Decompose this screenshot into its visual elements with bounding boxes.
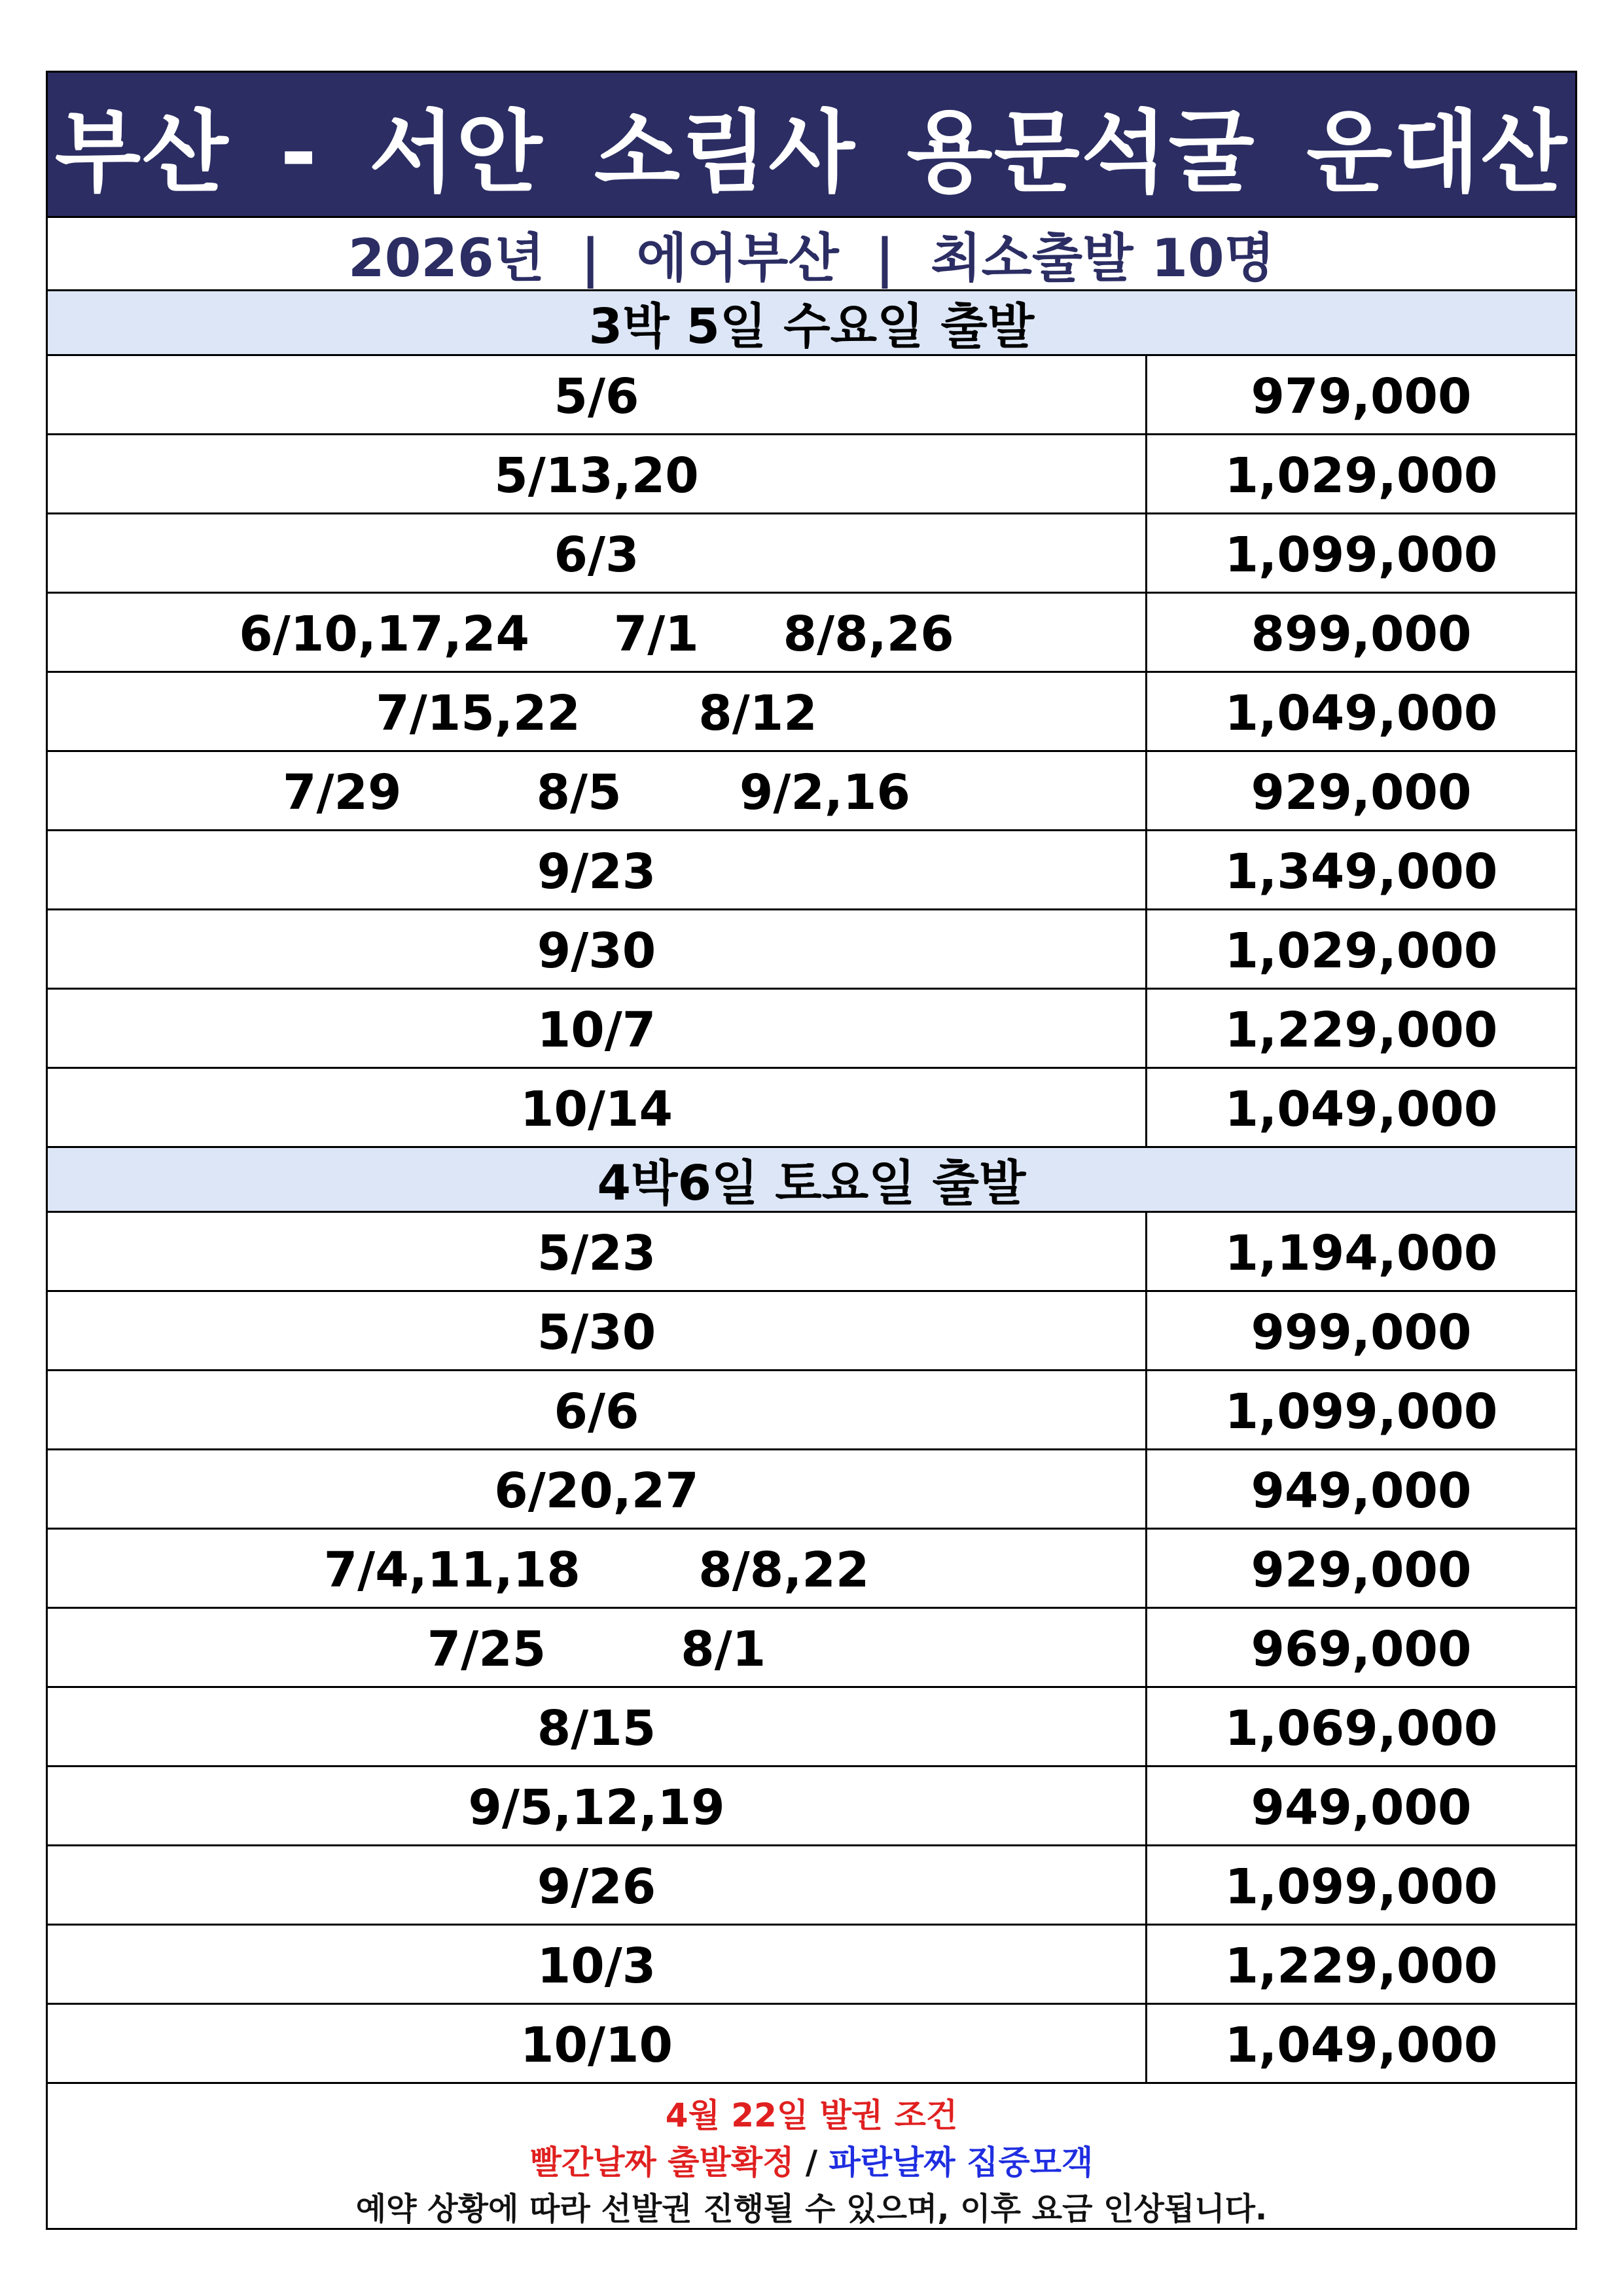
departure-dates: 10/10 xyxy=(48,2005,1147,2082)
table-row xyxy=(48,514,1575,594)
price: 1,099,000 xyxy=(1224,527,1498,583)
departure-dates: 10/7 xyxy=(48,990,1147,1067)
table-row xyxy=(48,752,1575,831)
table-row xyxy=(48,673,1575,752)
table-row xyxy=(48,435,1575,514)
departure-dates: 7/29 8/5 9/2,16 xyxy=(48,752,1147,829)
notes-block xyxy=(48,2084,1575,2228)
table-row xyxy=(48,1213,1575,1292)
section-heading: 4박6일 토요일 출발 xyxy=(48,1148,1575,1213)
price-table xyxy=(46,71,1577,2230)
departure-dates: 8/15 xyxy=(48,1688,1147,1765)
page-title: 부산 - 서안 소림사 용문석굴 운대산 xyxy=(48,73,1575,218)
price: 1,069,000 xyxy=(1224,1700,1498,1757)
table-row xyxy=(48,1609,1575,1688)
confirmed-departure-legend: 빨간날짜 출발확정 xyxy=(529,2144,794,2181)
price: 1,029,000 xyxy=(1224,448,1498,504)
subtitle: 2026년 | 에어부산 | 최소출발 10명 xyxy=(48,218,1575,291)
departure-dates: 5/23 xyxy=(48,1213,1147,1290)
section-heading: 3박 5일 수요일 출발 xyxy=(48,291,1575,356)
departure-dates: 6/20,27 xyxy=(48,1450,1147,1528)
table-row xyxy=(48,1926,1575,2005)
table-row xyxy=(48,1688,1575,1767)
departure-dates: 7/4,11,18 8/8,22 xyxy=(48,1530,1147,1607)
table-row xyxy=(48,356,1575,435)
price: 1,049,000 xyxy=(1224,2017,1498,2073)
issue-condition-note: 4월 22일 발권 조건 xyxy=(665,2096,958,2134)
departure-dates: 10/3 xyxy=(48,1926,1147,2003)
price: 949,000 xyxy=(1251,1463,1472,1519)
table-row xyxy=(48,1767,1575,1846)
table-row xyxy=(48,2005,1575,2084)
departure-dates: 6/3 xyxy=(48,514,1147,592)
price: 1,099,000 xyxy=(1224,1859,1498,1915)
price: 969,000 xyxy=(1251,1621,1472,1677)
date-color-legend xyxy=(530,2136,1094,2183)
table-row xyxy=(48,990,1575,1069)
departure-dates: 5/6 xyxy=(48,356,1147,433)
price: 979,000 xyxy=(1251,368,1472,425)
price: 999,000 xyxy=(1251,1304,1472,1361)
departure-dates: 6/10,17,24 7/1 8/8,26 xyxy=(48,594,1147,671)
departure-dates: 7/15,22 8/12 xyxy=(48,673,1147,750)
section-rows xyxy=(48,1213,1575,2084)
table-row xyxy=(48,594,1575,673)
departure-dates: 10/14 xyxy=(48,1069,1147,1146)
table-row xyxy=(48,831,1575,910)
departure-dates: 9/23 xyxy=(48,831,1147,908)
table-row xyxy=(48,1450,1575,1530)
section-rows xyxy=(48,356,1575,1148)
legend-separator: / xyxy=(794,2144,829,2181)
table-row xyxy=(48,910,1575,990)
table-row xyxy=(48,1069,1575,1148)
pricing-disclaimer: 예약 상황에 따라 선발권 진행될 수 있으며, 이후 요금 인상됩니다. xyxy=(355,2191,1268,2227)
price: 1,029,000 xyxy=(1224,923,1498,979)
table-row xyxy=(48,1530,1575,1609)
price: 1,229,000 xyxy=(1224,1938,1498,1994)
departure-dates: 7/25 8/1 xyxy=(48,1609,1147,1686)
departure-dates: 5/30 xyxy=(48,1292,1147,1369)
departure-dates: 9/26 xyxy=(48,1846,1147,1924)
departure-dates: 9/30 xyxy=(48,910,1147,988)
price: 929,000 xyxy=(1251,764,1472,821)
price: 1,349,000 xyxy=(1224,844,1498,900)
price: 1,049,000 xyxy=(1224,685,1498,742)
departure-dates: 5/13,20 xyxy=(48,435,1147,512)
departure-dates: 9/5,12,19 xyxy=(48,1767,1147,1844)
table-row xyxy=(48,1292,1575,1371)
price: 1,099,000 xyxy=(1224,1384,1498,1440)
table-row xyxy=(48,1371,1575,1450)
table-row xyxy=(48,1846,1575,1926)
price: 1,049,000 xyxy=(1224,1081,1498,1138)
departure-dates: 6/6 xyxy=(48,1371,1147,1448)
price: 949,000 xyxy=(1251,1780,1472,1836)
price: 899,000 xyxy=(1251,606,1472,662)
price: 1,194,000 xyxy=(1224,1225,1498,1282)
recruiting-legend: 파란날짜 집중모객 xyxy=(829,2144,1094,2181)
price: 1,229,000 xyxy=(1224,1002,1498,1058)
price: 929,000 xyxy=(1251,1542,1472,1598)
